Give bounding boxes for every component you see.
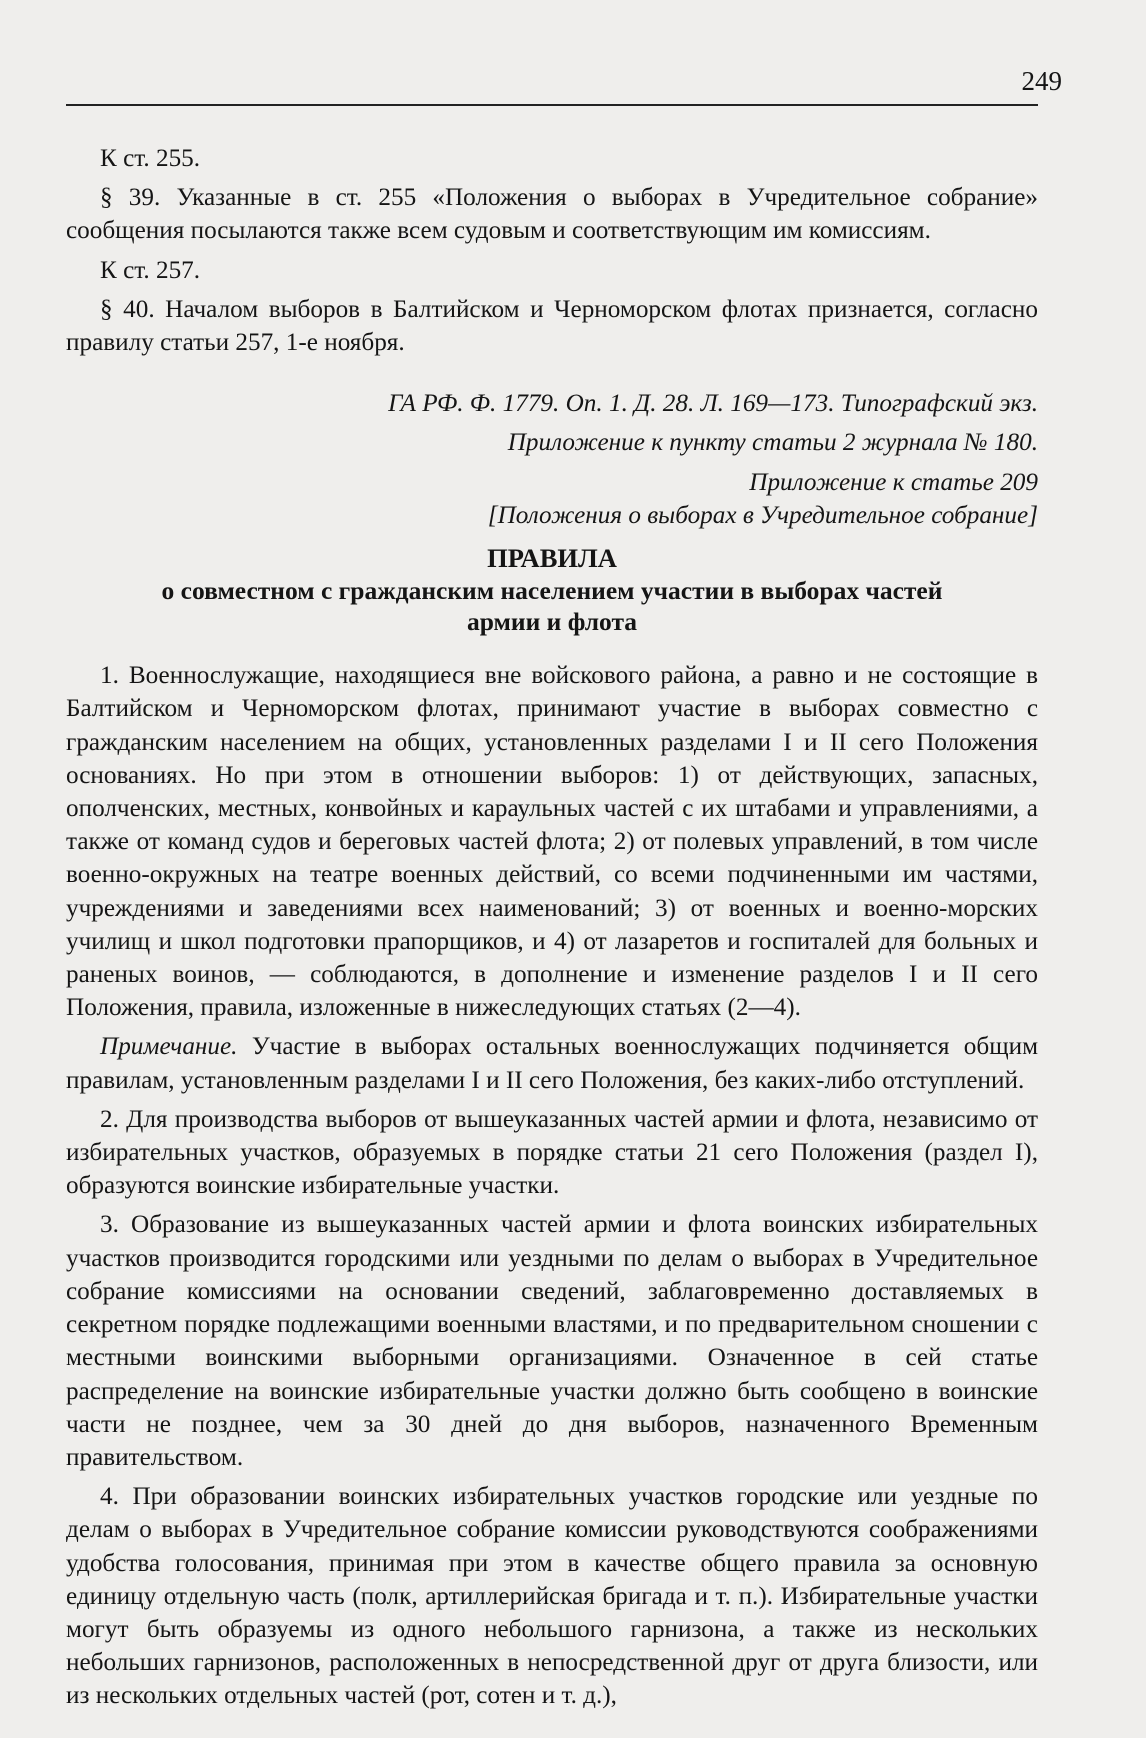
rules-subtitle-line2: армии и флота bbox=[466, 607, 638, 637]
note-text: Участие в выборах остальных военнослужащих подчиняется общим правилам, установленным разделами I и II сего Положения, без каких-либо отступлений. bbox=[66, 1033, 1039, 1094]
page-number: 249 bbox=[1021, 66, 1062, 96]
rule-note bbox=[66, 1030, 1038, 1096]
header-rule bbox=[66, 104, 1038, 106]
rule-item-1: 1. Военнослужащие, находящиеся вне войскового района, а равно и не состоящие в Балтийском и Черноморском флотах, принимают участие в выборах совместно с гражданским населением на общих, установленных разделами I и II сего Положения основаниях. Но при этом в отношении выборов: 1) от действующих, запасных, ополченских, местных, конвойных и караульных частей с их штабами и управлениями, а также от команд судов и береговых частей флота; 2) от полевых управлений, в том числе военно-окружных на театре военных действий, со всеми подчиненными им частями, учреждениями и заведениями всех наименований; 3) от военных и военно-морских училищ и школ подготовки прапорщиков, и 4) от лазаретов и госпиталей для больных и раненых воинов, — соблюдаются, в дополнение и изменение разделов I и II сего Положения, правила, изложенные в нижеследующих статьях (2—4). bbox=[66, 662, 1038, 1022]
rules-subtitle-line1: о совместном с гражданским населением участии в выборах частей bbox=[161, 576, 943, 606]
appendix-journal: Приложение к пункту статьи 2 журнала № 180. bbox=[507, 429, 1038, 457]
rules-title: ПРАВИЛА bbox=[487, 543, 617, 574]
paragraph-40: § 40. Началом выборов в Балтийском и Черноморском флотах признается, согласно правилу статьи 257, 1-е ноября. bbox=[66, 295, 1038, 357]
note-label: Примечание. bbox=[100, 1033, 238, 1061]
appendix-article: Приложение к статье 209 bbox=[749, 468, 1038, 496]
page-content bbox=[66, 142, 1038, 1713]
paragraph-39: § 39. Указанные в ст. 255 «Положения о выборах в Учредительное собрание» сообщения посылаются также всем судовым и соответствующим им комиссиям. bbox=[66, 184, 1038, 245]
rule-item-3: 3. Образование из вышеуказанных частей армии и флота воинских избирательных участков производится городскими или уездными по делам о выборах в Учредительное собрание комиссиями на основании сведений, заблаговременно доставляемых в секретном порядке подлежащими военными властями, и по предварительном сношении с местными воинскими выборными организациями. Означенное в сей статье распределение на воинские избирательные участки должно быть сообщено в воинские части не позднее, чем за 30 дней до дня выборов, назначенного Временным правительством. bbox=[66, 1211, 1038, 1471]
rule-item-2: 2. Для производства выборов от вышеуказанных частей армии и флота, независимо от избирательных участков, образуемых в порядке статьи 21 сего Положения (раздел I), образуются воинские избирательные участки. bbox=[66, 1105, 1038, 1200]
article-ref-255: К ст. 255. bbox=[100, 145, 201, 172]
appendix-regulation: [Положения о выборах в Учредительное собрание] bbox=[487, 501, 1038, 529]
archive-reference: ГА РФ. Ф. 1779. Оп. 1. Д. 28. Л. 169—173. Типографский экз. bbox=[388, 390, 1038, 418]
rule-item-4: 4. При образовании воинских избирательных участков городские или уездные по делам о выборах в Учредительное собрание комиссии руководствуются соображениями удобства голосования, принимая при этом в качестве общего правила за основную единицу отдельную часть (полк, артиллерийская бригада и т. п.). Избирательные участки могут быть образуемы из одного небольшого гарнизона, а также из нескольких небольших гарнизонов, расположенных в непосредственной друг от друга близости, или из нескольких отдельных частей (рот, сотен и т. д.), bbox=[66, 1483, 1038, 1710]
article-ref-257: К ст. 257. bbox=[100, 256, 201, 284]
